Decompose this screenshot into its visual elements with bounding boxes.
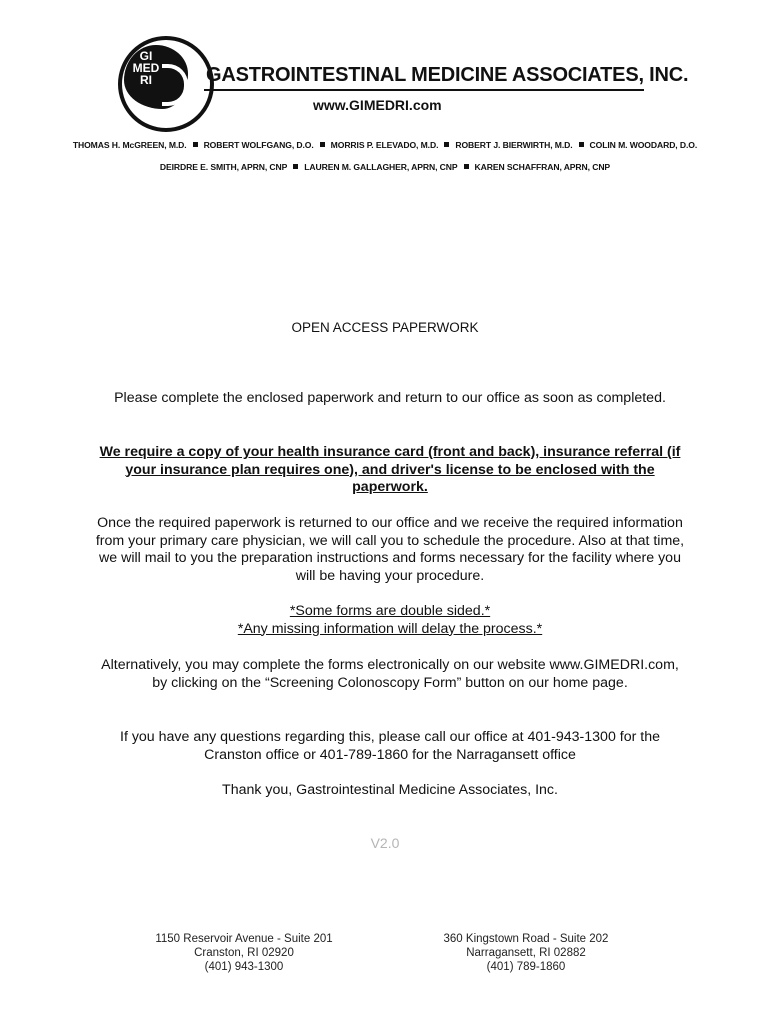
staff-name: KAREN SCHAFFRAN, APRN, CNP xyxy=(474,162,611,172)
logo-text xyxy=(126,50,166,86)
staff-row-physicians xyxy=(0,140,770,150)
version-label: V2.0 xyxy=(370,835,400,851)
process-paragraph: Once the required paperwork is returned to our office and we receive the required information from your primary care physician, we will call you to schedule the procedure. Also at that time, we will mail to you the preparation instructions and forms necessary for the facility where you will be having your procedure. xyxy=(95,515,685,584)
closing-line: Thank you, Gastrointestinal Medicine Associates, Inc. xyxy=(222,782,558,798)
staff-name: LAUREN M. GALLAGHER, APRN, CNP xyxy=(304,162,458,172)
instructions-paragraph: Please complete the enclosed paperwork and return to our office as soon as completed. xyxy=(114,390,666,406)
online-option-paragraph: Alternatively, you may complete the forms electronically on our website www.GIMEDRI.com, by clicking on the “Screening Colonoscopy Form” button on our home page. xyxy=(101,657,679,691)
logo-line-gi: GI xyxy=(139,49,153,63)
logo-line-ri: RI xyxy=(140,73,152,87)
address-street: 1150 Reservoir Avenue - Suite 201 xyxy=(155,933,333,945)
staff-name: ROBERT J. BIERWIRTH, M.D. xyxy=(455,140,573,150)
company-underline xyxy=(204,89,644,91)
staff-name: MORRIS P. ELEVADO, M.D. xyxy=(330,140,439,150)
separator-square xyxy=(193,142,198,147)
staff-name: DEIRDRE E. SMITH, APRN, CNP xyxy=(159,162,288,172)
separator-square xyxy=(293,164,298,169)
separator-square xyxy=(579,142,584,147)
address-city: Cranston, RI 02920 xyxy=(194,947,294,959)
staff-name: ROBERT WOLFGANG, D.O. xyxy=(203,140,314,150)
address-city: Narragansett, RI 02882 xyxy=(466,947,586,959)
contact-paragraph: If you have any questions regarding this, please call our office at 401-943-1300 for the Cranston office or 401-789-1860 for the Narragansett office xyxy=(120,729,660,763)
separator-square xyxy=(444,142,449,147)
company-logo xyxy=(118,36,214,132)
separator-square xyxy=(320,142,325,147)
staff-name: COLIN M. WOODARD, D.O. xyxy=(589,140,698,150)
document-title: OPEN ACCESS PAPERWORK xyxy=(291,320,479,335)
address-narragansett xyxy=(426,932,626,974)
address-phone: (401) 943-1300 xyxy=(204,961,284,973)
separator-square xyxy=(464,164,469,169)
address-phone: (401) 789-1860 xyxy=(486,961,566,973)
required-documents-paragraph: We require a copy of your health insurance card (front and back), insurance referral (if your insurance plan requires one), and driver's license to be enclosed with the paperwork. xyxy=(99,444,681,495)
staff-row-practitioners xyxy=(0,162,770,172)
logo-line-med: MED xyxy=(132,61,160,75)
company-name: GASTROINTESTINAL MEDICINE ASSOCIATES, INC. xyxy=(206,64,689,86)
staff-name: THOMAS H. McGREEN, M.D. xyxy=(72,140,187,150)
address-street: 360 Kingstown Road - Suite 202 xyxy=(443,933,609,945)
note-missing-info: *Any missing information will delay the process.* xyxy=(237,620,543,637)
address-cranston xyxy=(144,932,344,974)
note-double-sided: *Some forms are double sided.* xyxy=(289,603,491,619)
company-website: www.GIMEDRI.com xyxy=(313,97,442,113)
notes-block xyxy=(95,603,685,638)
